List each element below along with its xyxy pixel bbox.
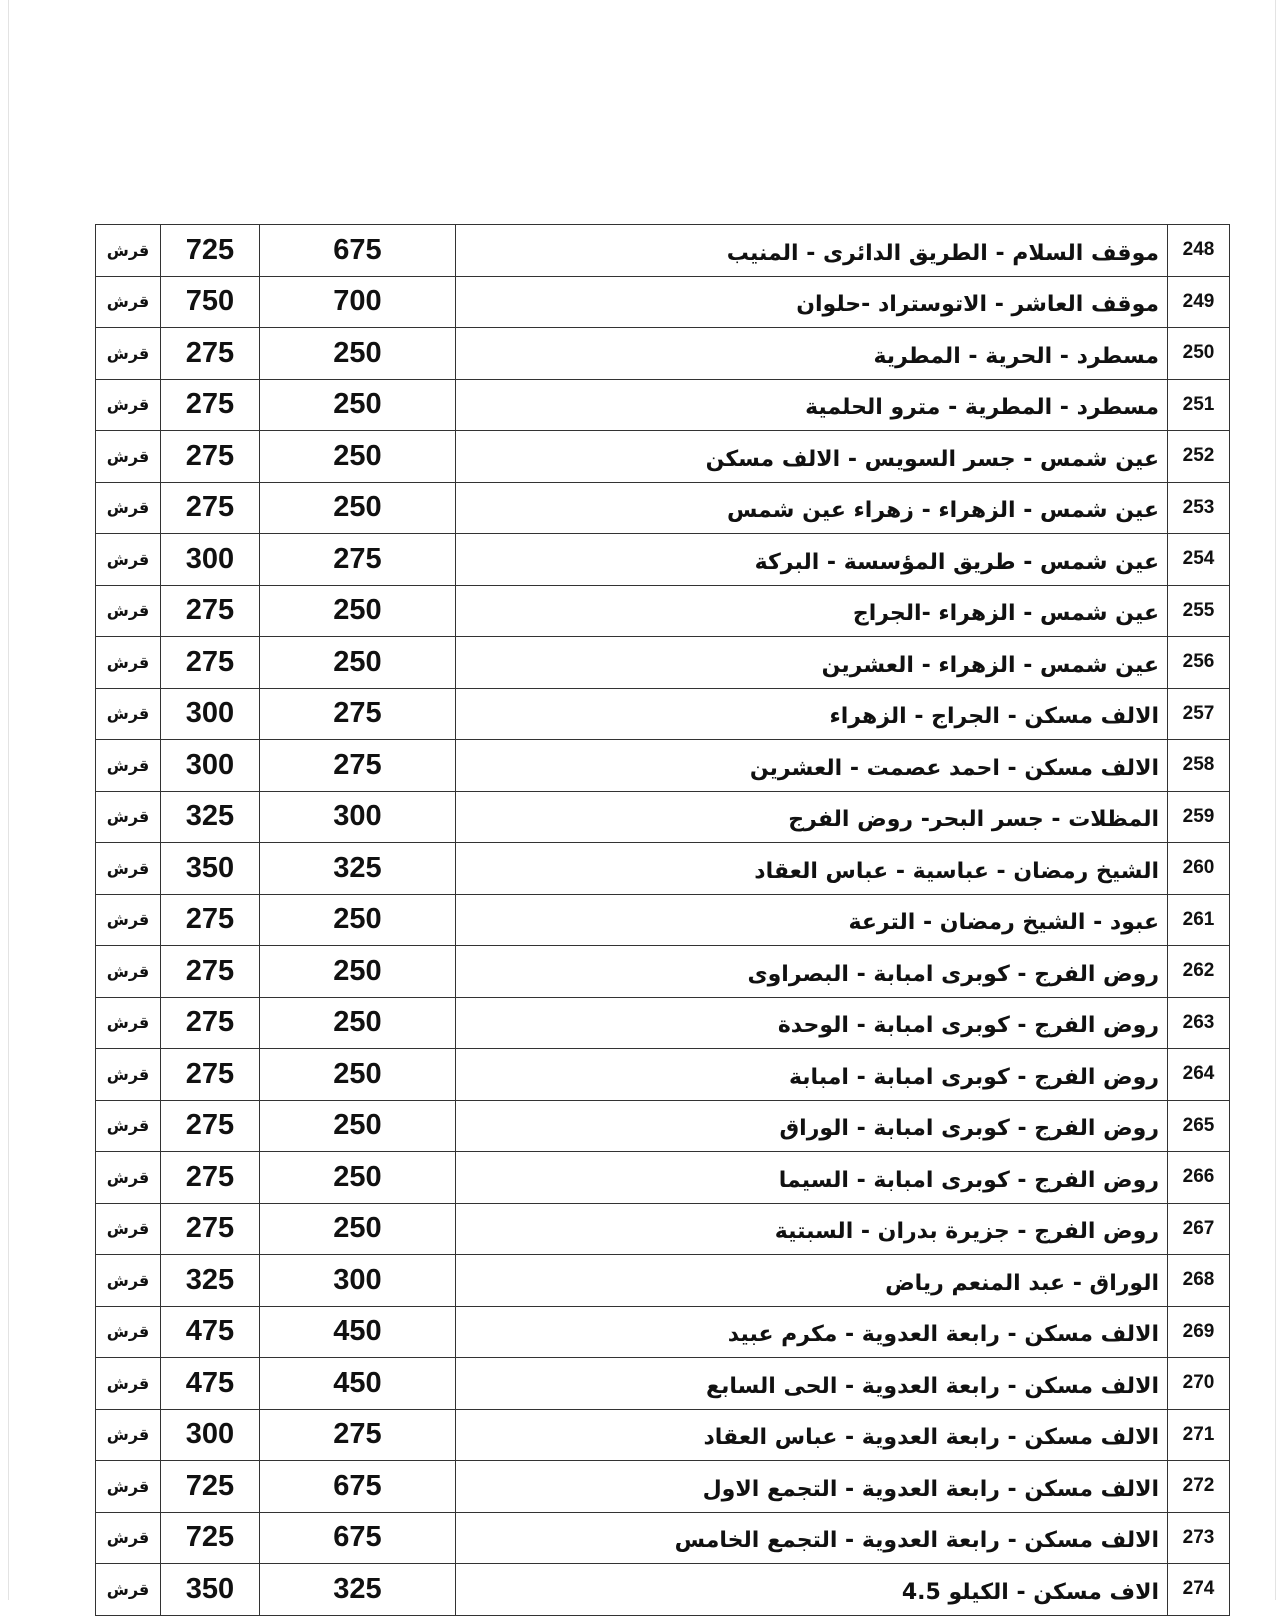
table-row — [96, 1255, 1230, 1307]
unit-cell: قرش — [96, 637, 161, 689]
route-cell: الوراق - عبد المنعم رياض — [456, 1255, 1168, 1307]
unit-cell: قرش — [96, 843, 161, 895]
fare-2-cell: 300 — [161, 688, 260, 740]
fare-2-cell: 325 — [161, 791, 260, 843]
table-row — [96, 1049, 1230, 1101]
line-number-cell: 261 — [1168, 894, 1230, 946]
fare-1-cell: 275 — [260, 1409, 456, 1461]
table-row — [96, 688, 1230, 740]
fare-2-cell: 325 — [161, 1255, 260, 1307]
fare-2-cell: 300 — [161, 534, 260, 586]
fare-2-cell: 725 — [161, 1461, 260, 1513]
route-cell: روض الفرج - كوبرى امبابة - امبابة — [456, 1049, 1168, 1101]
fare-1-cell: 325 — [260, 1564, 456, 1616]
fare-2-cell: 750 — [161, 276, 260, 328]
table-row — [96, 534, 1230, 586]
unit-cell: قرش — [96, 1049, 161, 1101]
unit-cell: قرش — [96, 1358, 161, 1410]
line-number-cell: 274 — [1168, 1564, 1230, 1616]
fare-2-cell: 725 — [161, 1512, 260, 1564]
fare-1-cell: 450 — [260, 1358, 456, 1410]
line-number-cell: 252 — [1168, 431, 1230, 483]
table-row — [96, 791, 1230, 843]
line-number-cell: 262 — [1168, 946, 1230, 998]
route-cell: روض الفرج - كوبرى امبابة - البصراوى — [456, 946, 1168, 998]
table-row — [96, 379, 1230, 431]
fare-1-cell: 325 — [260, 843, 456, 895]
fare-1-cell: 250 — [260, 894, 456, 946]
line-number-cell: 250 — [1168, 328, 1230, 380]
table-row — [96, 1512, 1230, 1564]
fare-1-cell: 250 — [260, 1049, 456, 1101]
route-cell: الالف مسكن - رابعة العدوية - التجمع الخامس — [456, 1512, 1168, 1564]
fare-2-cell: 275 — [161, 431, 260, 483]
fare-2-cell: 275 — [161, 637, 260, 689]
line-number-cell: 251 — [1168, 379, 1230, 431]
fare-1-cell: 250 — [260, 328, 456, 380]
fare-2-cell: 350 — [161, 843, 260, 895]
line-number-cell: 265 — [1168, 1100, 1230, 1152]
unit-cell: قرش — [96, 1512, 161, 1564]
line-number-cell: 267 — [1168, 1203, 1230, 1255]
route-cell: الالف مسكن - الجراج - الزهراء — [456, 688, 1168, 740]
route-cell: الاف مسكن - الكيلو 4.5 — [456, 1564, 1168, 1616]
route-cell: عين شمس - جسر السويس - الالف مسكن — [456, 431, 1168, 483]
line-number-cell: 271 — [1168, 1409, 1230, 1461]
line-number-cell: 254 — [1168, 534, 1230, 586]
unit-cell: قرش — [96, 688, 161, 740]
line-number-cell: 263 — [1168, 997, 1230, 1049]
route-cell: عين شمس - الزهراء - زهراء عين شمس — [456, 482, 1168, 534]
table-row — [96, 1409, 1230, 1461]
unit-cell: قرش — [96, 379, 161, 431]
fare-1-cell: 250 — [260, 482, 456, 534]
unit-cell: قرش — [96, 1409, 161, 1461]
route-cell: عين شمس - الزهراء -الجراج — [456, 585, 1168, 637]
route-cell: عين شمس - طريق المؤسسة - البركة — [456, 534, 1168, 586]
fare-1-cell: 275 — [260, 534, 456, 586]
table-row — [96, 894, 1230, 946]
table-row — [96, 225, 1230, 277]
unit-cell: قرش — [96, 791, 161, 843]
unit-cell: قرش — [96, 482, 161, 534]
route-cell: روض الفرج - كوبرى امبابة - السيما — [456, 1152, 1168, 1204]
fare-1-cell: 275 — [260, 740, 456, 792]
table-row — [96, 740, 1230, 792]
route-cell: روض الفرج - كوبرى امبابة - الوحدة — [456, 997, 1168, 1049]
fare-2-cell: 275 — [161, 1100, 260, 1152]
fare-2-cell: 725 — [161, 225, 260, 277]
fare-1-cell: 250 — [260, 1203, 456, 1255]
line-number-cell: 264 — [1168, 1049, 1230, 1101]
route-cell: الالف مسكن - رابعة العدوية - مكرم عبيد — [456, 1306, 1168, 1358]
fare-1-cell: 300 — [260, 1255, 456, 1307]
fare-1-cell: 250 — [260, 997, 456, 1049]
table-row — [96, 276, 1230, 328]
route-cell: روض الفرج - كوبرى امبابة - الوراق — [456, 1100, 1168, 1152]
table-row — [96, 1306, 1230, 1358]
line-number-cell: 273 — [1168, 1512, 1230, 1564]
table-row — [96, 585, 1230, 637]
fare-1-cell: 250 — [260, 1100, 456, 1152]
route-cell: الالف مسكن - رابعة العدوية - التجمع الاول — [456, 1461, 1168, 1513]
fare-1-cell: 700 — [260, 276, 456, 328]
fare-1-cell: 675 — [260, 225, 456, 277]
unit-cell: قرش — [96, 946, 161, 998]
fare-2-cell: 275 — [161, 379, 260, 431]
unit-cell: قرش — [96, 1306, 161, 1358]
route-cell: مسطرد - الحرية - المطرية — [456, 328, 1168, 380]
line-number-cell: 269 — [1168, 1306, 1230, 1358]
line-number-cell: 249 — [1168, 276, 1230, 328]
fare-table-body — [96, 225, 1230, 1616]
unit-cell: قرش — [96, 1152, 161, 1204]
fare-2-cell: 275 — [161, 1152, 260, 1204]
fare-1-cell: 675 — [260, 1461, 456, 1513]
unit-cell: قرش — [96, 1564, 161, 1616]
fare-2-cell: 275 — [161, 585, 260, 637]
route-cell: المظلات - جسر البحر- روض الفرج — [456, 791, 1168, 843]
table-row — [96, 1203, 1230, 1255]
fare-2-cell: 275 — [161, 997, 260, 1049]
table-row — [96, 637, 1230, 689]
route-cell: روض الفرج - جزيرة بدران - السبتية — [456, 1203, 1168, 1255]
table-row — [96, 1100, 1230, 1152]
table-row — [96, 997, 1230, 1049]
line-number-cell: 272 — [1168, 1461, 1230, 1513]
unit-cell: قرش — [96, 894, 161, 946]
route-cell: موقف العاشر - الاتوستراد -حلوان — [456, 276, 1168, 328]
line-number-cell: 259 — [1168, 791, 1230, 843]
fare-1-cell: 275 — [260, 688, 456, 740]
route-cell: الالف مسكن - رابعة العدوية - الحى السابع — [456, 1358, 1168, 1410]
table-row — [96, 431, 1230, 483]
route-cell: الشيخ رمضان - عباسية - عباس العقاد — [456, 843, 1168, 895]
route-cell: مسطرد - المطرية - مترو الحلمية — [456, 379, 1168, 431]
route-cell: عبود - الشيخ رمضان - الترعة — [456, 894, 1168, 946]
unit-cell: قرش — [96, 740, 161, 792]
fare-2-cell: 275 — [161, 1049, 260, 1101]
line-number-cell: 248 — [1168, 225, 1230, 277]
table-row — [96, 482, 1230, 534]
fare-1-cell: 250 — [260, 946, 456, 998]
fare-2-cell: 275 — [161, 328, 260, 380]
fare-1-cell: 675 — [260, 1512, 456, 1564]
fare-2-cell: 475 — [161, 1358, 260, 1410]
table-row — [96, 1152, 1230, 1204]
table-row — [96, 1358, 1230, 1410]
line-number-cell: 253 — [1168, 482, 1230, 534]
route-cell: عين شمس - الزهراء - العشرين — [456, 637, 1168, 689]
unit-cell: قرش — [96, 585, 161, 637]
fare-1-cell: 250 — [260, 637, 456, 689]
table-row — [96, 946, 1230, 998]
fare-2-cell: 300 — [161, 1409, 260, 1461]
fare-table — [95, 224, 1230, 1616]
unit-cell: قرش — [96, 431, 161, 483]
unit-cell: قرش — [96, 1255, 161, 1307]
line-number-cell: 255 — [1168, 585, 1230, 637]
fare-1-cell: 250 — [260, 379, 456, 431]
fare-1-cell: 450 — [260, 1306, 456, 1358]
line-number-cell: 256 — [1168, 637, 1230, 689]
unit-cell: قرش — [96, 276, 161, 328]
route-cell: الالف مسكن - رابعة العدوية - عباس العقاد — [456, 1409, 1168, 1461]
fare-2-cell: 275 — [161, 1203, 260, 1255]
unit-cell: قرش — [96, 225, 161, 277]
line-number-cell: 260 — [1168, 843, 1230, 895]
line-number-cell: 266 — [1168, 1152, 1230, 1204]
table-row — [96, 843, 1230, 895]
table-row — [96, 1564, 1230, 1616]
fare-2-cell: 275 — [161, 894, 260, 946]
unit-cell: قرش — [96, 534, 161, 586]
unit-cell: قرش — [96, 328, 161, 380]
table-row — [96, 1461, 1230, 1513]
line-number-cell: 258 — [1168, 740, 1230, 792]
unit-cell: قرش — [96, 1461, 161, 1513]
fare-1-cell: 250 — [260, 431, 456, 483]
table-row — [96, 328, 1230, 380]
fare-2-cell: 475 — [161, 1306, 260, 1358]
fare-2-cell: 275 — [161, 482, 260, 534]
fare-1-cell: 300 — [260, 791, 456, 843]
line-number-cell: 270 — [1168, 1358, 1230, 1410]
line-number-cell: 257 — [1168, 688, 1230, 740]
route-cell: الالف مسكن - احمد عصمت - العشرين — [456, 740, 1168, 792]
fare-2-cell: 350 — [161, 1564, 260, 1616]
route-cell: موقف السلام - الطريق الدائرى - المنيب — [456, 225, 1168, 277]
fare-2-cell: 300 — [161, 740, 260, 792]
line-number-cell: 268 — [1168, 1255, 1230, 1307]
fare-1-cell: 250 — [260, 585, 456, 637]
fare-1-cell: 250 — [260, 1152, 456, 1204]
unit-cell: قرش — [96, 1203, 161, 1255]
unit-cell: قرش — [96, 1100, 161, 1152]
fare-2-cell: 275 — [161, 946, 260, 998]
unit-cell: قرش — [96, 997, 161, 1049]
